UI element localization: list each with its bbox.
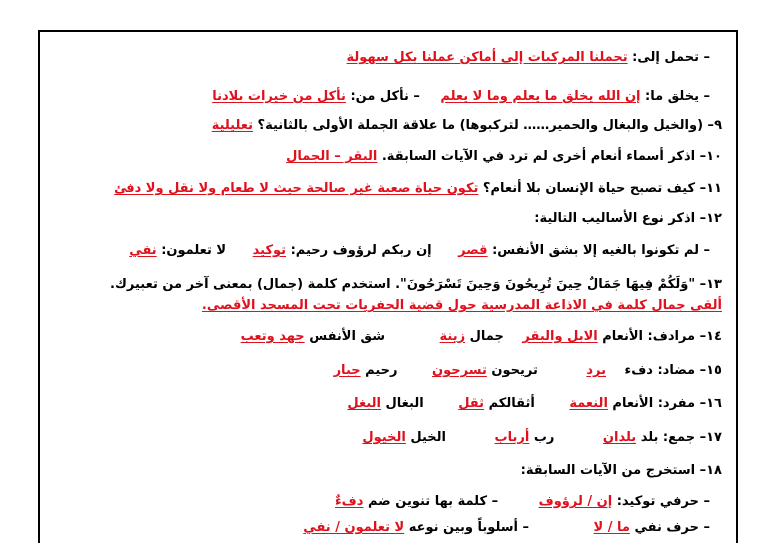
q17-text: ١٧– جمع: بلد bbox=[636, 430, 722, 445]
q13-answer: ألقى جمال كلمة في الاذاعة المدرسية حول قضية الحفريات تحت المسجد الأقصى. bbox=[201, 298, 722, 313]
q16-answer-3: البغل bbox=[347, 396, 381, 411]
q15-text: ١٥– مضاد: دفء bbox=[620, 363, 722, 378]
q18-item-4: – أسلوباً وبين نوعه bbox=[404, 520, 534, 535]
question-18-items-a bbox=[44, 493, 710, 511]
q17-text-c: الخيل bbox=[405, 430, 451, 445]
q14-answer-2: زينة bbox=[439, 329, 466, 344]
question-15 bbox=[44, 362, 722, 380]
q14-answer-1: الابل والبقر bbox=[522, 329, 598, 344]
q18-item-3: – حرف نفي bbox=[629, 520, 710, 535]
question-14 bbox=[44, 328, 722, 346]
q15-text-c: رحيم bbox=[360, 363, 403, 378]
q16-answer-2: ثقل bbox=[458, 396, 485, 411]
q17-answer-1: بلدان bbox=[602, 430, 637, 445]
q17-answer-2: أرباب bbox=[494, 430, 530, 445]
q18-item-1: – حرفي توكيد: bbox=[612, 494, 710, 509]
q12-answer-2: توكيد bbox=[252, 243, 287, 258]
q17-text-b: رب bbox=[529, 430, 559, 445]
line-2-answer-b: نأكل من خيرات بلادنا bbox=[212, 89, 346, 104]
q18-answer-1: إن / لرؤوف bbox=[538, 494, 613, 509]
question-18 bbox=[44, 462, 722, 480]
q14-answer-3: جهد وتعب bbox=[240, 329, 305, 344]
q12-item-2: إن ربكم لرؤوف رحيم: bbox=[286, 243, 437, 258]
question-18-items-b bbox=[44, 519, 710, 537]
q18-text: ١٨– استخرج من الآيات السابقة: bbox=[520, 463, 722, 478]
q15-answer-1: برد bbox=[586, 363, 607, 378]
line-2 bbox=[44, 88, 710, 106]
line-2-answer: إن الله يخلق ما يعلم وما لا يعلم bbox=[440, 89, 641, 104]
line-2-text-b: – نأكل من: bbox=[345, 89, 425, 104]
q18-item-2: – كلمة بها تنوين ضم bbox=[363, 494, 503, 509]
q15-answer-2: تسرحون bbox=[432, 363, 487, 378]
line-1-text: – تحمل إلى: bbox=[627, 50, 710, 65]
q12-text: ١٢– اذكر نوع الأساليب التالية: bbox=[534, 211, 722, 226]
q14-text-b: جمال bbox=[465, 329, 509, 344]
question-13-answer-line bbox=[44, 297, 722, 315]
question-12 bbox=[44, 210, 722, 228]
q14-text-c: شق الأنفس bbox=[304, 329, 390, 344]
q13-text: ١٣– "وَلَكُمْ فِيهَا جَمَالٌ حِينَ تُرِيحُونَ وَحِينَ تَسْرَحُونَ". استخدم كلمة (جمال) بمعنى آخر من تعبيرك. bbox=[110, 277, 722, 292]
q15-answer-3: جبار bbox=[333, 363, 361, 378]
q14-text: ١٤– مرادف: الأنعام bbox=[597, 329, 722, 344]
q11-answer: تكون حياة صعبة غير صالحة حيث لا طعام ولا نقل ولا دفئ bbox=[114, 181, 479, 196]
question-12-items bbox=[44, 242, 710, 260]
line-2-text: – يخلق ما: bbox=[640, 89, 710, 104]
line-1-answer: تحملنا المركبات إلى أماكن عملنا بكل سهولة bbox=[346, 50, 628, 65]
q17-answer-3: الخيول bbox=[362, 430, 406, 445]
q11-text: ١١– كيف تصبح حياة الإنسان بلا أنعام؟ bbox=[478, 181, 722, 196]
q18-answer-3: ما / لا bbox=[593, 520, 630, 535]
q16-text: ١٦– مفرد: الأنعام bbox=[607, 396, 722, 411]
q12-answer-3: نفي bbox=[129, 243, 157, 258]
q12-item-1: – لم تكونوا بالغيه إلا بشق الأنفس: bbox=[487, 243, 710, 258]
q10-answer: البقر – الجمال bbox=[286, 149, 378, 164]
q16-text-b: أثقالكم bbox=[484, 396, 540, 411]
q16-text-c: البغال bbox=[381, 396, 429, 411]
q10-text: ١٠– اذكر أسماء أنعام أخرى لم ترد في الآيات السابقة. bbox=[377, 149, 722, 164]
question-13 bbox=[44, 276, 722, 294]
question-17 bbox=[44, 429, 722, 447]
q18-answer-2: دفءٌ bbox=[335, 494, 364, 509]
q12-item-3: لا تعلمون: bbox=[156, 243, 231, 258]
question-10 bbox=[44, 148, 722, 166]
q12-answer-1: قصر bbox=[458, 243, 488, 258]
q9-text: ٩– (والخيل والبغال والحمير…… لتركبوها) ما علاقة الجملة الأولى بالثانية؟ bbox=[253, 118, 722, 133]
line-1 bbox=[44, 49, 710, 67]
question-9 bbox=[44, 117, 722, 135]
q9-answer: تعليلية bbox=[211, 118, 254, 133]
q15-text-b: تريحون bbox=[486, 363, 543, 378]
question-11 bbox=[44, 180, 722, 198]
question-16 bbox=[44, 395, 722, 413]
q18-answer-4: لا تعلمون / نفي bbox=[303, 520, 405, 535]
q16-answer-1: النعمة bbox=[569, 396, 608, 411]
